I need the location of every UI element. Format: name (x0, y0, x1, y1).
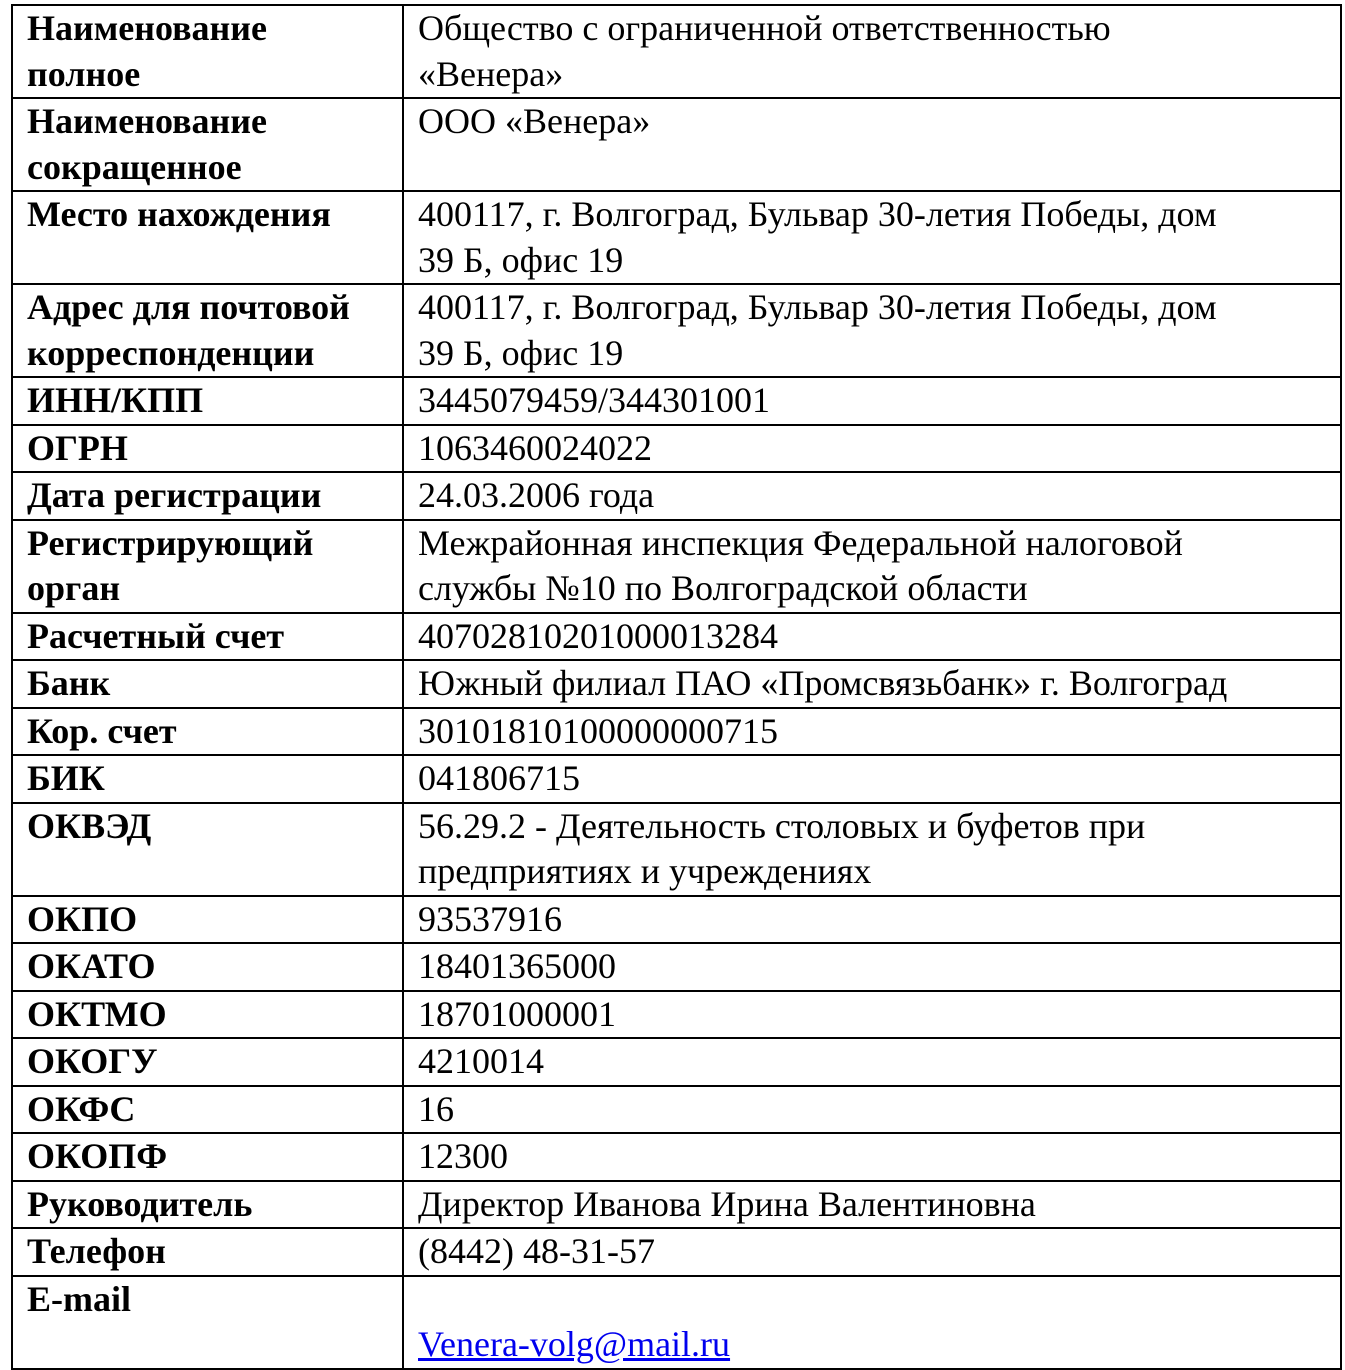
email-link[interactable]: Venera-volg@mail.ru (418, 1324, 731, 1364)
row-label: ОКОПФ (12, 1133, 403, 1181)
table-row-correspondent-account (12, 708, 1341, 756)
table-row-registering-authority (12, 520, 1341, 613)
table-row-short-name (12, 98, 1341, 191)
row-value: 18401365000 (403, 943, 1341, 991)
table-row-okpo (12, 896, 1341, 944)
table-row-registration-date (12, 472, 1341, 520)
table-row-bank (12, 660, 1341, 708)
table-row-okved (12, 803, 1341, 896)
row-label: ИНН/КПП (12, 377, 403, 425)
row-value: 40702810201000013284 (403, 613, 1341, 661)
row-value: 400117, г. Волгоград, Бульвар 30-летия Победы, дом 39 Б, офис 19 (403, 191, 1341, 284)
table-row-director (12, 1181, 1341, 1229)
row-value: 3445079459/344301001 (403, 377, 1341, 425)
row-label: ОКОГУ (12, 1038, 403, 1086)
table-row-okopf (12, 1133, 1341, 1181)
row-label: ОКАТО (12, 943, 403, 991)
row-value: 12300 (403, 1133, 1341, 1181)
row-value: 24.03.2006 года (403, 472, 1341, 520)
row-label: ОКФС (12, 1086, 403, 1134)
row-label: Банк (12, 660, 403, 708)
row-label: Место нахождения (12, 191, 403, 284)
table-row-okato (12, 943, 1341, 991)
row-value: 56.29.2 - Деятельность столовых и буфетов при предприятиях и учреждениях (403, 803, 1341, 896)
table-row-oktmo (12, 991, 1341, 1039)
row-label: ОКТМО (12, 991, 403, 1039)
table-row-mailing-address (12, 284, 1341, 377)
table-row-ogrn (12, 425, 1341, 473)
row-value: 4210014 (403, 1038, 1341, 1086)
table-row-location (12, 191, 1341, 284)
row-value: Общество с ограниченной ответственностью «Венера» (403, 5, 1341, 98)
row-label: ОКПО (12, 896, 403, 944)
table-row-okogu (12, 1038, 1341, 1086)
row-label: E-mail (12, 1276, 403, 1369)
row-label: БИК (12, 755, 403, 803)
row-value: 16 (403, 1086, 1341, 1134)
row-value: 041806715 (403, 755, 1341, 803)
row-label: Телефон (12, 1228, 403, 1276)
row-value: (8442) 48-31-57 (403, 1228, 1341, 1276)
row-label: Руководитель (12, 1181, 403, 1229)
row-label: Наименование сокращенное (12, 98, 403, 191)
row-label: Адрес для почтовой корреспонденции (12, 284, 403, 377)
row-label: Регистрирующий орган (12, 520, 403, 613)
row-value-email (403, 1276, 1341, 1369)
table-row-bik (12, 755, 1341, 803)
row-value: 1063460024022 (403, 425, 1341, 473)
row-value: 18701000001 (403, 991, 1341, 1039)
row-label: Дата регистрации (12, 472, 403, 520)
table-row-phone (12, 1228, 1341, 1276)
row-label: ОГРН (12, 425, 403, 473)
row-value: 93537916 (403, 896, 1341, 944)
table-row-email (12, 1276, 1341, 1369)
table-row-inn-kpp (12, 377, 1341, 425)
table-row-settlement-account (12, 613, 1341, 661)
table-row-okfs (12, 1086, 1341, 1134)
row-label: ОКВЭД (12, 803, 403, 896)
row-value: Директор Иванова Ирина Валентиновна (403, 1181, 1341, 1229)
table-row-full-name (12, 5, 1341, 98)
row-value: 400117, г. Волгоград, Бульвар 30-летия Победы, дом 39 Б, офис 19 (403, 284, 1341, 377)
row-label: Кор. счет (12, 708, 403, 756)
row-label: Наименование полное (12, 5, 403, 98)
row-value: Южный филиал ПАО «Промсвязьбанк» г. Волгоград (403, 660, 1341, 708)
row-label: Расчетный счет (12, 613, 403, 661)
row-value: Межрайонная инспекция Федеральной налоговой службы №10 по Волгоградской области (403, 520, 1341, 613)
row-value: ООО «Венера» (403, 98, 1341, 191)
company-details-table (11, 4, 1342, 1370)
row-value: 30101810100000000715 (403, 708, 1341, 756)
